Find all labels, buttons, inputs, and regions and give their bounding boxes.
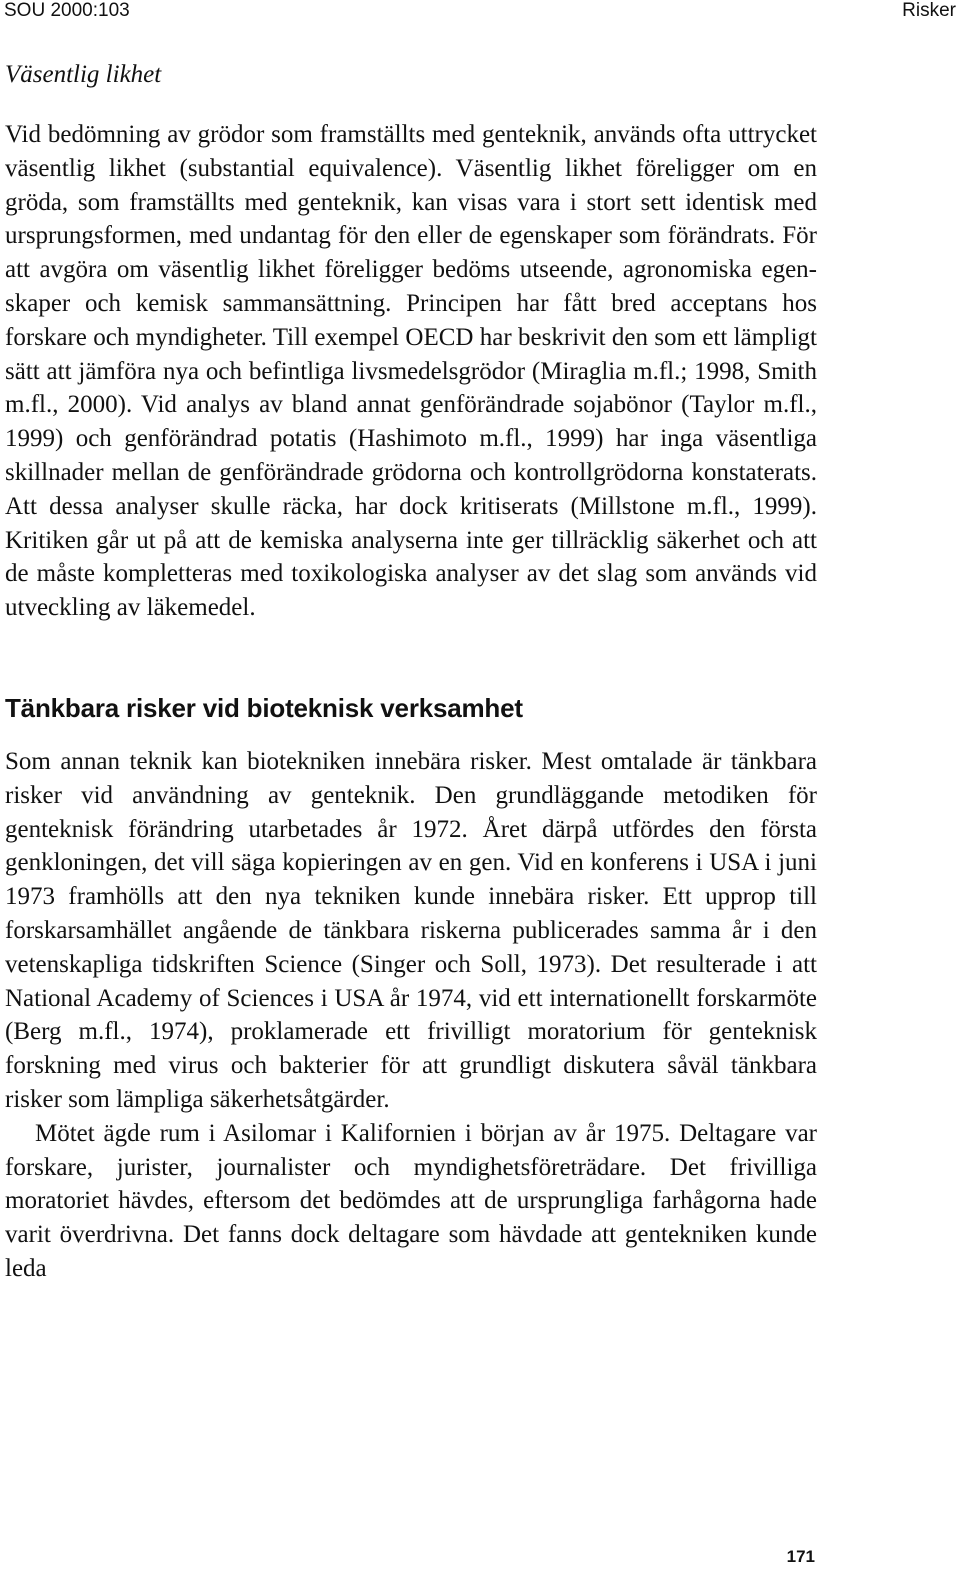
running-header: [0, 0, 960, 22]
document-reference: SOU 2000:103: [4, 0, 130, 21]
section-heading: Tänkbara risker vid bioteknisk verksamhet: [5, 692, 523, 723]
page-body: [5, 58, 817, 1286]
subheading: Väsentlig likhet: [5, 61, 162, 88]
chapter-title: Risker: [902, 0, 956, 21]
body-paragraph: Vid bedömning av grödor som framställts med genteknik, används ofta uttrycket väsentlig likhet (substantial equivalence). Väsentlig likhet föreligger om en gröda, som framställts med genteknik, kan visas vara i stort sett identisk med ursprungsformen, med undantag för den eller de egenskaper som förändrats. För att avgöra om väsentlig likhet föreligger bedöms utseende, agronomiska egenskaper och kemisk sammansättning. Principen har fått bred acceptans hos forskare och myndigheter. Till exempel OECD har beskrivit den som ett lämpligt sätt att jämföra nya och befintliga livsmedelsgrödor (Miraglia m.fl.; 1998, Smith m.fl., 2000). Vid analys av bland annat genförändrade sojabönor (Taylor m.fl., 1999) och genförändrad potatis (Hashimoto m.fl., 1999) har inga väsentliga skillnader mellan de genförändrade grödorna och kontrollgrödorna konstaterats. Att dessa analyser skulle räcka, har dock kritiserats (Millstone m.fl., 1999). Kritiken går ut på att de kemiska analyserna inte ger tillräcklig säkerhet och att de måste kompletteras med toxikologiska analyser av det slag som används vid utveckling av läkemedel.: [5, 121, 817, 622]
body-paragraph: Som annan teknik kan biotekniken innebära risker. Mest omtalade är tänkbara risker vid användning av genteknik. Den grundläggande metodiken för genteknisk förändring utarbetades år 1972. Året därpå utfördes den första genkloningen, det vill säga kopieringen av en gen. Vid en konferens i USA i juni 1973 framhölls att den nya tekniken kunde innebära risker. Ett upprop till forskarsamhället angående de tänkbara riskerna publicerades samma år i den vetenskapliga tidskriften Science (Singer och Soll, 1973). Det resulterade i att National Academy of Sciences i USA år 1974, vid ett internationellt forskarmöte (Berg m.fl., 1974), proklamerade ett frivilligt moratorium för genteknisk forskning med virus och bakterier för att grundligt diskutera såväl tänkbara risker som lämpliga säkerhetsåtgärder.: [5, 747, 817, 1113]
body-paragraph: Mötet ägde rum i Asilomar i Kalifornien i början av år 1975. Deltagare var forskare, jurister, journalister och myndighetsföreträdare. Det frivilliga moratoriet hävdes, eftersom det bedömdes att de ursprungliga farhågorna hade varit överdrivna. Det fanns dock deltagare som hävdade att gentekniken kunde leda: [5, 1119, 817, 1282]
page-number: 171: [786, 1547, 815, 1566]
